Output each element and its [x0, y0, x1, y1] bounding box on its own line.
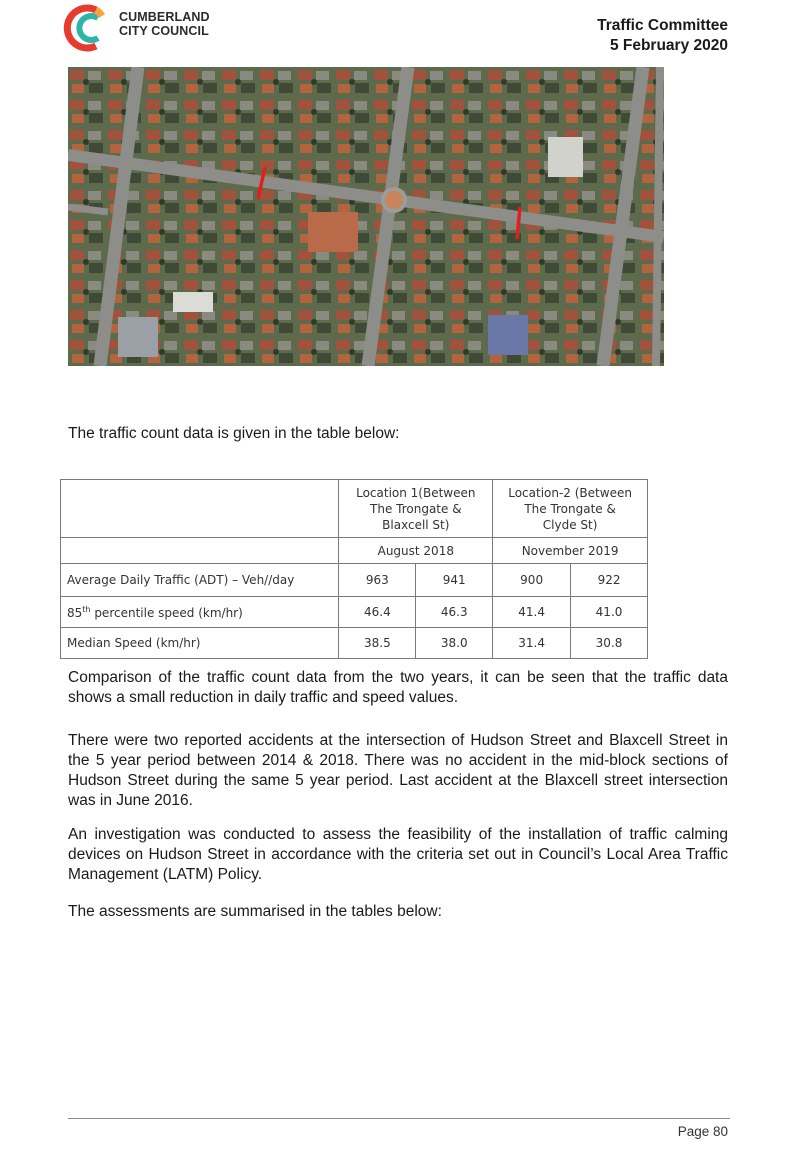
table-cell: 41.0 [571, 597, 648, 628]
paragraph-accidents: There were two reported accidents at the intersection of Hudson Street and Blaxcell Street in the 5 year period between 2014 & 2018. There was no accident in the mid-block sections of Hudson Street during the same 5 year period. Last accident at the Blaxcell street intersection was in June 2016. [68, 732, 728, 809]
location-1-period: August 2018 [339, 538, 493, 564]
location-2-header-line: Location-2 (Between [508, 485, 632, 500]
location-2-header-line: The Trongate & [524, 501, 616, 516]
table-cell: 38.5 [339, 628, 416, 659]
table-cell: 963 [339, 564, 416, 597]
table-cell: 41.4 [493, 597, 571, 628]
paragraph-comparison: Comparison of the traffic count data from the two years, it can be seen that the traffic data shows a small reduction in daily traffic and speed values. [68, 669, 728, 706]
table-intro: The traffic count data is given in the table below: [68, 425, 400, 442]
table-period-blank [61, 538, 339, 564]
table-row [61, 628, 648, 659]
committee-title: Traffic Committee [597, 17, 728, 34]
table-cell: 31.4 [493, 628, 571, 659]
location-1-header-line: The Trongate & [370, 501, 462, 516]
table-header-row [61, 480, 648, 538]
council-name-line1: CUMBERLAND [119, 10, 210, 24]
row-label-number: 85 [67, 605, 83, 620]
row-label: Average Daily Traffic (ADT) – Veh//day [61, 564, 339, 597]
logo-mark-icon [58, 0, 118, 58]
table-cell: 38.0 [416, 628, 493, 659]
table-cell: 900 [493, 564, 571, 597]
paragraph-investigation: An investigation was conducted to assess the feasibility of the installation of traffic calming devices on Hudson Street in accordance with the criteria set out in Council’s Local Area Traffic Management (LATM) Policy. [68, 826, 728, 883]
location-1-header [339, 480, 493, 538]
table-cell: 922 [571, 564, 648, 597]
table-cell: 941 [416, 564, 493, 597]
table-row [61, 564, 648, 597]
document-header [597, 16, 728, 56]
page-number: Page 80 [677, 1124, 728, 1139]
footer-divider [68, 1118, 730, 1119]
location-2-header-line: Clyde St) [542, 517, 598, 532]
location-2-period: November 2019 [493, 538, 648, 564]
row-label [61, 597, 339, 628]
table-cell: 30.8 [571, 628, 648, 659]
table-corner-cell [61, 480, 339, 538]
meeting-date: 5 February 2020 [609, 37, 728, 54]
table-period-row [61, 538, 648, 564]
row-label-ordinal: th [82, 604, 91, 614]
paragraph-assessments: The assessments are summarised in the tables below: [68, 903, 442, 920]
aerial-map-image [68, 67, 664, 366]
location-2-header [493, 480, 648, 538]
table-cell: 46.3 [416, 597, 493, 628]
council-name-line2: CITY COUNCIL [119, 24, 209, 38]
table-row [61, 597, 648, 628]
traffic-count-table [60, 479, 648, 659]
row-label: Median Speed (km/hr) [61, 628, 339, 659]
row-label-text: percentile speed (km/hr) [90, 605, 243, 620]
council-name [119, 10, 210, 38]
location-1-header-line: Blaxcell St) [382, 517, 450, 532]
location-1-header-line: Location 1(Between [356, 485, 476, 500]
table-cell: 46.4 [339, 597, 416, 628]
